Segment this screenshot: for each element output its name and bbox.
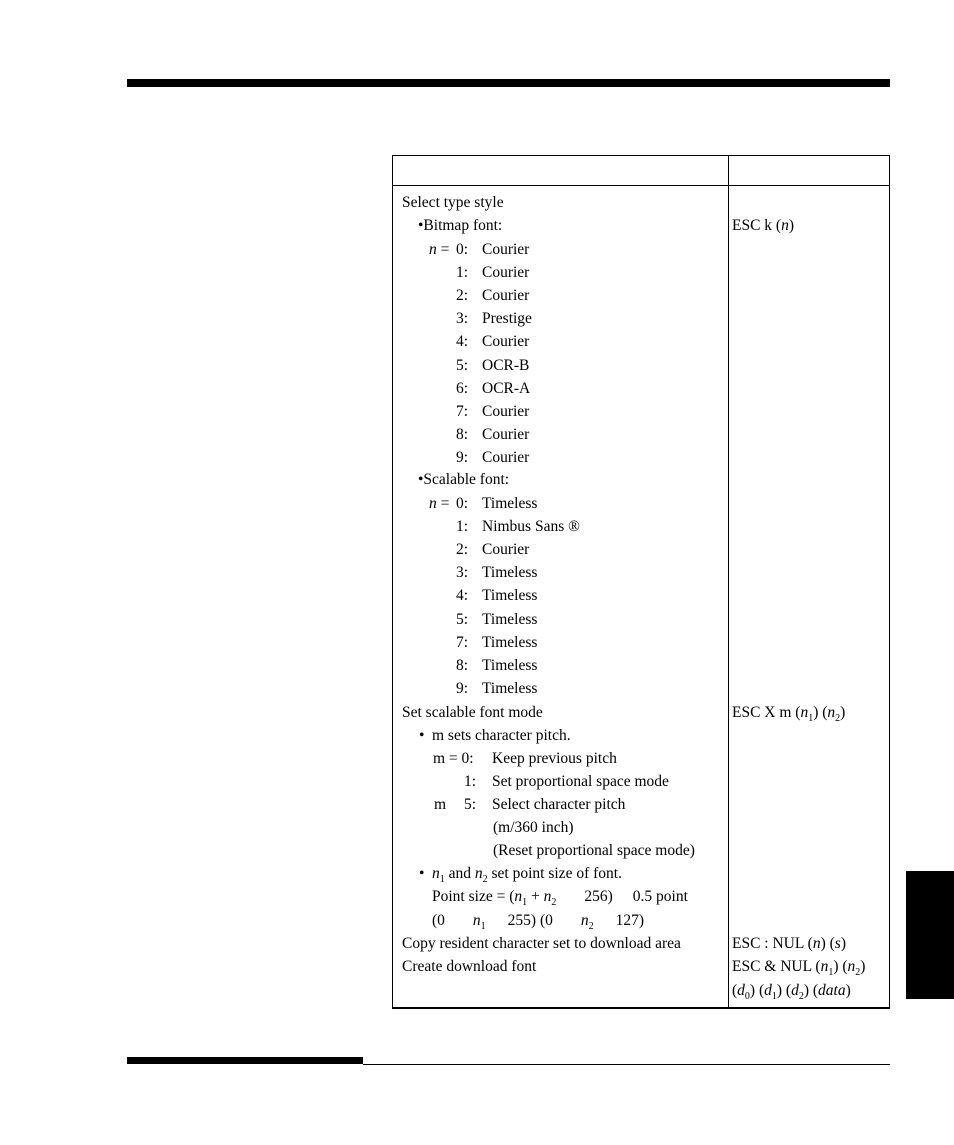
m0-label: m = 0: [433,750,474,767]
scalable-font-number: 4: [455,587,468,605]
column-divider [728,156,729,1007]
bitmap-font-name: Courier [482,402,530,420]
set-scalable-font-mode-label: Set scalable font mode [402,704,543,721]
m5-label: 5: [464,796,477,813]
scalable-font-name: Timeless [482,679,538,697]
scalable-font-name: Timeless [482,495,538,512]
bitmap-font-number: 0: [455,241,468,258]
bitmap-font-name: OCR-A [482,379,531,397]
m5-sub2: (Reset proportional space mode) [493,842,695,859]
select-type-style-label: Select type style [402,194,504,211]
n1-n2-point-size-text: $n_1$ and $n_2$ set point size of font. [432,865,622,885]
n1-bullet: • [419,865,425,882]
top-rule [127,79,890,87]
scalable-font-n-equals: n = [429,495,450,512]
scalable-font-number: 2: [455,541,468,559]
m-bullet: • [419,727,425,744]
bitmap-font-label: •Bitmap font: [418,217,503,234]
bitmap-font-number: 7: [455,402,468,420]
scalable-font-name: Timeless [482,610,538,628]
bitmap-font-name: Courier [482,264,530,282]
section-tab [906,871,954,999]
bitmap-font-number: 3: [455,310,468,328]
m5-m: m [434,796,447,813]
m5-sub1: (m/360 inch) [493,819,574,836]
scalable-font-number: 5: [455,610,468,628]
scalable-font-number: 3: [455,564,468,582]
m5-text: Select character pitch [492,796,626,813]
scalable-font-name: Timeless [482,587,538,605]
bitmap-font-name: Courier [482,287,530,305]
scalable-font-number: 8: [455,656,468,674]
scalable-font-name: Nimbus Sans ® [482,518,580,536]
copy-resident-label: Copy resident character set to download area [402,935,681,952]
bitmap-font-number: 1: [455,264,468,282]
command-table [392,155,890,1009]
bitmap-font-n-equals: n = [429,241,450,258]
scalable-font-name: Timeless [482,656,538,674]
scalable-font-name: Timeless [482,633,538,651]
scalable-font-name: Courier [482,541,530,559]
footer-thin-rule [363,1064,890,1065]
bitmap-font-number: 4: [455,333,468,351]
n-range-text: (0 $n_1$ 255) (0 $n_2$ 127) [432,912,645,932]
bitmap-font-name: Courier [482,425,530,443]
esc-x-command: ESC X m $(n_1)$ $(n_2)$ [732,704,846,724]
scalable-font-number: 9: [455,679,468,697]
bitmap-font-number: 2: [455,287,468,305]
esc-colon-command: ESC : NUL (n) (s) [732,935,846,952]
bitmap-font-number: 6: [455,379,468,397]
bitmap-font-number: 9: [455,448,468,466]
scalable-font-name: Timeless [482,564,538,582]
bitmap-font-number: 5: [455,356,468,374]
bitmap-font-name: Courier [482,241,530,258]
scalable-font-number: 1: [455,518,468,536]
bitmap-font-name: Prestige [482,310,532,328]
header-rule [393,185,889,186]
bitmap-font-name: Courier [482,333,530,351]
create-download-label: Create download font [402,958,537,975]
point-size-formula: Point size = ($n_1 + n_2$ 256) 0.5 point [432,888,688,908]
scalable-font-label: •Scalable font: [418,471,510,488]
m0-text: Keep previous pitch [492,750,617,767]
bitmap-font-name: OCR-B [482,356,530,374]
footer-thick-rule [127,1057,363,1064]
m1-label: 1: [464,773,477,790]
m1-text: Set proportional space mode [492,773,669,790]
scalable-font-number: 0: [455,495,468,512]
esc-k-command: ESC k (n) [732,217,795,234]
bitmap-font-number: 8: [455,425,468,443]
bitmap-font-name: Courier [482,448,530,466]
esc-amp-command: ESC & NUL $(n_1)$ $(n_2)$ [732,958,866,978]
scalable-font-number: 7: [455,633,468,651]
esc-amp-data-args: $(d_0)$ $(d_1)$ $(d_2)$ (data) [732,982,851,1002]
m-sets-pitch-text: m sets character pitch. [432,727,571,744]
